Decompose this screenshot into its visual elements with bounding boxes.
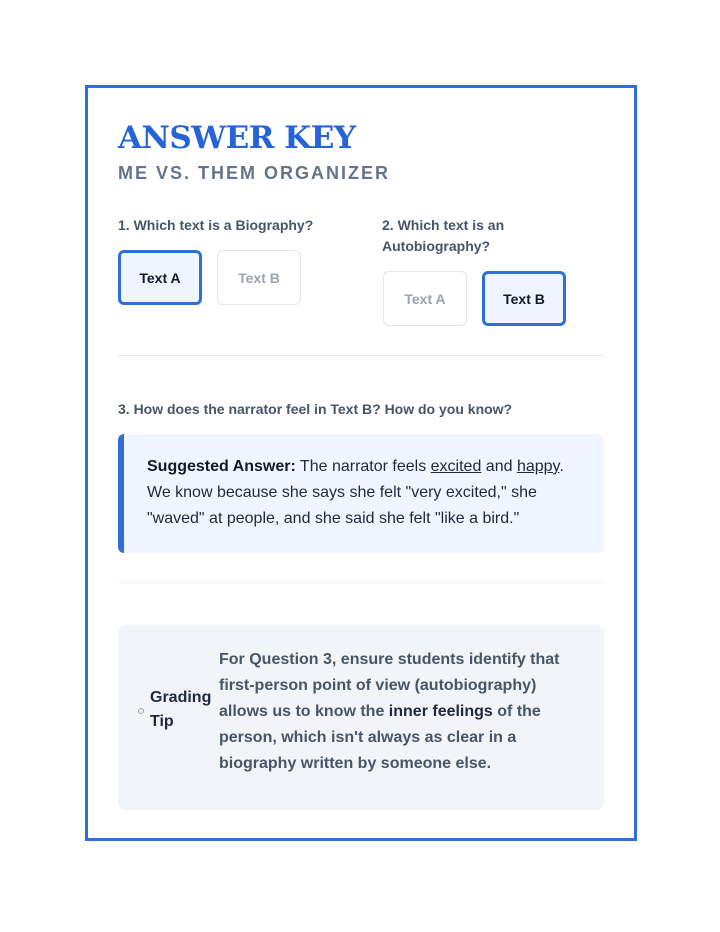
option-label: Text B <box>238 269 280 286</box>
page-subtitle: ME VS. THEM ORGANIZER <box>118 163 391 183</box>
page-title: ANSWER KEY <box>118 120 356 156</box>
tip-text-part: For Question 3, ensure students identify that first-person point of view (autobiography) allows us to know the <box>219 651 560 720</box>
question-1-prompt: 1. Which text is a Biography? <box>118 217 314 233</box>
question-1-option-text-b <box>217 250 301 305</box>
grading-tip-label: Grading Tip <box>150 689 212 730</box>
grading-tip-box <box>118 625 604 810</box>
answer-key-card <box>85 85 637 841</box>
answer-text: The narrator feels <box>295 458 431 475</box>
suggested-answer-label: Suggested Answer: <box>147 458 296 475</box>
question-3-prompt: 3. How does the narrator feel in Text B? How do you know? <box>118 401 513 417</box>
tip-text-part: of the person, which isn't always as clear in a biography written by someone else. <box>219 703 541 772</box>
grading-tip-text <box>219 647 579 777</box>
section-divider <box>118 355 604 356</box>
section-divider <box>118 582 604 583</box>
card-content <box>118 88 604 838</box>
question-2-prompt: 2. Which text is an Autobiography? <box>382 217 505 254</box>
option-label: Text A <box>404 290 446 307</box>
answer-text: and <box>481 458 517 475</box>
option-label: Text A <box>139 269 181 286</box>
question-2-option-text-a <box>383 271 467 326</box>
question-2-option-text-b <box>482 271 566 326</box>
bullet-icon <box>138 708 144 714</box>
answer-keyword-happy: happy <box>516 458 560 475</box>
answer-keyword-excited: excited <box>430 458 482 475</box>
tip-emphasis: inner feelings <box>388 703 493 720</box>
answer-text: . We know because she says she felt "very excited," she "waved" at people, and she said she felt "like a bird." <box>147 458 564 527</box>
option-label: Text B <box>503 290 545 307</box>
question-1-option-text-a <box>118 250 202 305</box>
suggested-answer-box <box>118 434 604 553</box>
